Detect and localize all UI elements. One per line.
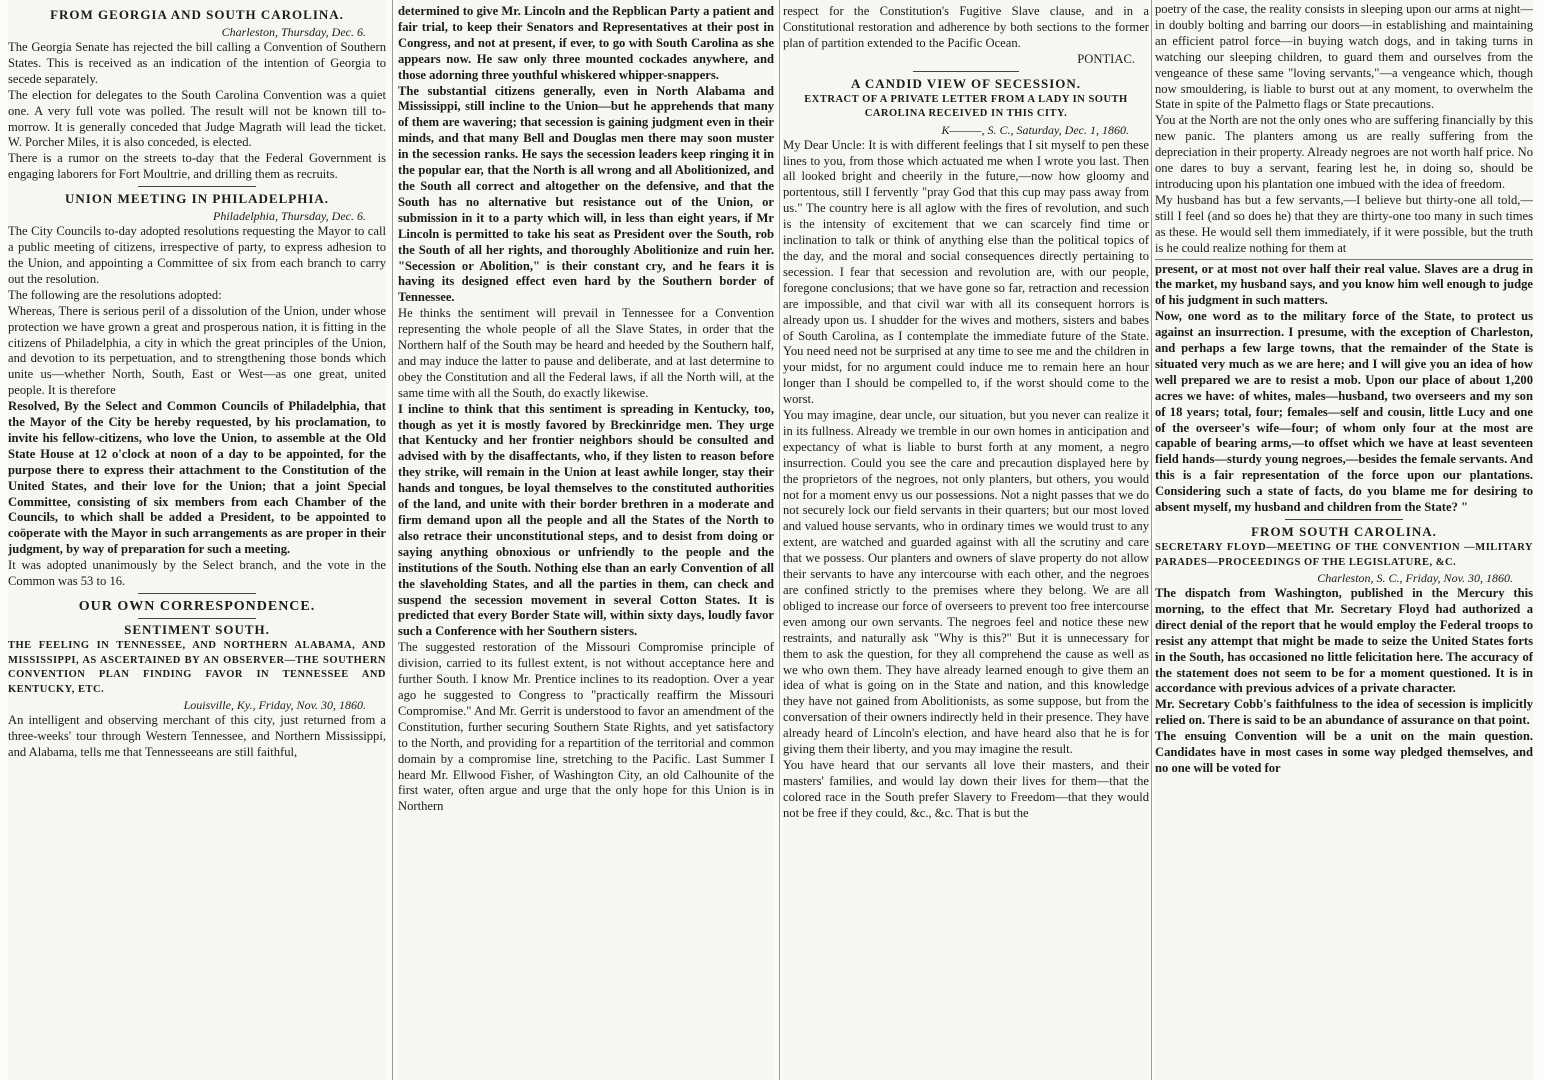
column-divider [392,0,393,1080]
dateline-louisville: Louisville, Ky., Friday, Nov. 30, 1860. [183,698,366,712]
paragraph: Whereas, There is serious peril of a dissolution of the Union, under whose protection we have grown a great and prosperous nation, it is fitting in the citizens of Philadelphia, a city in which the great principles of the Union, and devotion to its perpetuation, and to strengthening those bonds which unite us—whether North, South, East or West—as one great, united people. It is therefore [8,303,386,398]
paragraph: You have heard that our servants all love their masters, and their masters' families, and would lay down their lives for them—that the colored race in the South prefer Slavery to Freedom—that they would not be free if they could, &c., &c. That is but the [783,757,1149,820]
paragraph: He thinks the sentiment will prevail in Tennessee for a Convention representing the whole people of all the Slave States, in order that the Northern half of the South may be heard and heeded by the Southern half, and may induce the latter to pause and deliberate, and at last determine to obey the Constitution and all the Federal laws, if all the North will, at the same time with all the South, do exactly likewise. [398,306,774,400]
column-2 [398,0,774,1080]
headline-union-meeting: UNION MEETING IN PHILADELPHIA. [64,191,330,207]
paragraph: Resolved, By the Select and Common Councils of Philadelphia, that the Mayor of the City be hereby requested, by his proclamation, to invite his fellow-citizens, who love the Union, to assemble at the Old State House at 12 o'clock at noon of a day to be appointed, for the purpose there to express their attachment to the Constitution of the United States, and their love for the Union; that a joint Special Committee, consisting of six members from each Chamber of the Councils, to which shall be added a President, to be appointed to coöperate with the Mayor in such arrangements as are proper in their judgment, by way of preparation for such a meeting. [8,399,386,557]
section-rule [138,186,256,187]
paragraph: It was adopted unanimously by the Select branch, and the vote in the Common was 53 to 16. [8,558,386,589]
clipping-seam [1155,259,1533,260]
paragraph: The ensuing Convention will be a unit on the main question. Candidates have in most cases in some way pledged themselves, and no one will be voted for [1155,729,1533,775]
paragraph: My Dear Uncle: It is with different feelings that I sit myself to pen these lines to you, from those which actuated me when I wrote you last. Then all looked bright and cheerily in the future,—now how gloomy and portentous, still I fervently "pray God that this cup may pass away from us." The country here is all aglow with the fires of revolution, and such is the intensity of excitement that we can scarcely find time or inclination to talk or think of anything else than the political topics of the day, and the moral and social consequences directly pertaining to secession. I fear that secession and revolution are, with our people, foregone conclusions; that we have gone so far, retraction and recession are impossible, and that civil war with all its consequent horrors is already upon us. I shudder for the wives and mothers, sisters and babes of South Carolina, as I contemplate the immediate future of the State. You need need not be surprised at any time to see me and the children in your midst, for no argument could induce me to remain here an hour longer than I should be compelled to, if the worst should come to the worst. [783,137,1149,407]
column-4 [1155,0,1533,1080]
paragraph: poetry of the case, the reality consists in sleeping upon our arms at night—in doubly bolting and barring our doors—in establishing and maintaining an efficient patrol force—in buying watch dogs, and in taking turns in watching our sleeping children, to guard them and ourselves from the vengeance of these same "loving servants,"—a vengeance which, though now smouldering, is liable to burst out at any moment, to overwhelm the State in spite of the Palmetto flags or State precautions. [1155,2,1533,112]
paragraph: present, or at most not over half their real value. Slaves are a drug in the market, my husband says, and you know him well enough to judge of his judgment in such matters. [1155,261,1533,308]
paragraph: My husband has but a few servants,—I believe but thirty-one all told,—still I feel (and so does he) that they are thirty-one too many in such times as these. He would sell them immediately, if it were possible, but the truth is he could realize nothing for them at [1155,192,1533,255]
headline-georgia-south-carolina: FROM GEORGIA AND SOUTH CAROLINA. [50,7,344,22]
dateline-charleston-nov30: Charleston, S. C., Friday, Nov. 30, 1860. [1317,571,1513,585]
dateline-philadelphia: Philadelphia, Thursday, Dec. 6. [213,209,366,224]
section-rule [913,71,1019,72]
paragraph: Mr. Secretary Cobb's faithfulness to the idea of secession is implicitly relied on. There is said to be an abundance of assurance on that point. [1155,697,1533,728]
headline-own-correspondence: OUR OWN CORRESPONDENCE. [78,599,316,614]
subheadline-from-south-carolina: SECRETARY FLOYD—MEETING OF THE CONVENTION —MILITARY PARADES—PROCEEDINGS OF THE LEGISLATURE, &C. [1155,542,1533,568]
paragraph: You at the North are not the only ones who are suffering financially by this new panic. The planters among us are really suffering from the depreciation in their property. Already negroes are not worth half price. No one dares to buy a servant, fearing lest he, in doing so, should be introducing upon his plantation one imbued with the idea of freedom. [1155,113,1533,191]
section-rule [138,618,256,619]
dateline-charleston: Charleston, Thursday, Dec. 6. [221,25,366,39]
section-rule [138,593,256,594]
column-3 [783,0,1149,1080]
paragraph: The substantial citizens generally, even in North Alabama and Mississippi, still incline to the Union—but he apprehends that many of them are wavering; that secession is gaining judgment even in their minds, and that many Bell and Douglas men there may soon muster in the secession ranks. He says the secession leaders keep ringing it in the popular ear, that the North is all wrong and all Abolitionized, and the South all correct and altogether on the defensive, and that the South has no alternative but resistance out of the Union, or submission in it to a party which will, in less than eight years, if Mr Lincoln is permitted to take his seat as President over the South, rob the South of all her rights, and thoroughly Abolitionize and ruin her. "Secession or Abolition," is their constant cry, and he fears it is having its designed effect even hard by the Southern border of Tennessee. [398,83,774,305]
paragraph: An intelligent and observing merchant of this city, just returned from a three-weeks' tour through Western Tennessee, and Northern Mississippi, and Alabama, tells me that Tennesseeans are still faithful, [8,713,386,759]
headline-sentiment-south: SENTIMENT SOUTH. [124,622,270,637]
paragraph: Now, one word as to the military force of the State, to protect us against an insurrection. I presume, with the exception of Charleston, and perhaps a few large towns, that the remainder of the State is situated very much as we are here; and I will give you an idea of how well prepared we are to resist a mob. Upon our place of about 1,200 acres we have: of whites, males—husband, two overseers and my son of 18 years; total, four; females—self and cousin, little Lucy and one of the overseer's wife—four; of whom only four at the most are capable of bearing arms,—to offset which we have at least seventeen field hands—sturdy young negroes,—besides the female servants. And this is a fair representation of the force upon our plantations. Considering such a state of facts, do you blame me for desiring to absent myself, my husband and children from the State? " [1155,309,1533,515]
column-divider [779,0,780,1080]
paragraph: respect for the Constitution's Fugitive Slave clause, and in a Constitutional restoration and adherence by both sections to the former plan of partition extended to the Pacific Ocean. [783,4,1149,50]
paragraph: The City Councils to-day adopted resolutions requesting the Mayor to call a public meeting of citizens, irrespective of party, to express adhesion to the Union, and appointing a Committee of six from each branch to carry out the resolution. [8,224,386,286]
paragraph: The following are the resolutions adopted: [8,287,222,302]
column-1 [8,0,386,1080]
paragraph: The election for delegates to the South Carolina Convention was a quiet one. A very full vote was polled. The result will not be known till to-morrow. It is generally conceded that Judge Magrath will lead the ticket. W. Porcher Miles, it is also conceded, is elected. [8,87,386,150]
dateline-k-sc: K———, S. C., Saturday, Dec. 1, 1860. [941,122,1129,137]
subheadline-candid-view: EXTRACT OF A PRIVATE LETTER FROM A LADY IN SOUTH CAROLINA RECEIVED IN THIS CITY. [804,93,1128,120]
signature-pontiac: PONTIAC. [1077,51,1135,66]
paragraph: The dispatch from Washington, published in the Mercury this morning, to the effect that Mr. Secretary Floyd had authorized a direct denial of the report that he would employ the Federal troops to resist any attempt that might be made to seize the United States forts in the South, has occasioned no little felicitation here. The accuracy of the statement does not seem to be for a moment questioned. It is in accordance with previous advices of a private character. [1155,586,1533,696]
headline-from-south-carolina: FROM SOUTH CAROLINA. [1251,524,1437,539]
paragraph: determined to give Mr. Lincoln and the Repblican Party a patient and fair trial, to keep their Senators and Representatives at their post in Congress, and not at present, if ever, to go with South Carolina as she appears now. He saw only three mounted cockades anywhere, and those adorning three youthful whiskered whipper-snappers. [398,4,774,82]
paragraph: There is a rumor on the streets to-day that the Federal Government is engaging laborers for Fort Moultrie, and drilling them as recruits. [8,151,386,182]
paragraph: You may imagine, dear uncle, our situation, but you never can realize it in its fullness. Already we tremble in our own homes in anticipation and expectancy of what is liable to burst forth at any moment, a negro insurrection. Could you see the care and precaution displayed here by the proprietors of the negroes, not only planters, but others, you would not for a moment envy us our possessions. Not a night passes that we do not securely lock our field servants in their quarters; but our most loved and valued house servants, who in ordinary times we would trust to any extent, are watched and guarded against with all the scrutiny and care that we possess. Our planters and owners of slave property do not allow their servants to have any intercourse with each other, and the negroes are confined strictly to the premises where they belong. We are all obliged to increase our force of overseers to prevent too free intercourse even among our own servants. The negroes feel and notice these new restraints, and naturally ask "Why is this?" But it is unnecessary for them to ask the question, for they all comprehend the cause as well as we who own them. They have already learned enough to give them an idea of what is going on in the State and nation, and this knowledge they have not gained from Abolitionists, as some suppose, but from the conversation of their owners indirectly held in their presence. They have already heard of Lincoln's election, and have heard also that he is for giving them their liberty, and you may imagine the result. [783,408,1149,757]
paragraph: I incline to think that this sentiment is spreading in Kentucky, too, though as yet it is mostly favored by Breckinridge men. They urge that Kentucky and her frontier neighbors should be consulted and advised with by the disaffectants, who, if they listen to reason before they strike, will remain in the Union at least awhile longer, stay their hands and tongues, be loyal themselves to the constituted authorities of the land, and unite with their border brethren in a moderate and firm demand upon all the people and all the States of the North to also retrace their unconstitutional steps, and to desist from doing or saying anything obnoxious or unfriendly to the people and the institutions of the South. Nothing else than an early Convention of all the slaveholding States, and all the parties in them, can check and suspend the secession movement in several Cotton States. It is predicted that every Border State will, within sixty days, loudly favor such a Conference with her Southern sisters. [398,401,774,639]
section-rule [1285,519,1403,520]
subheadline-sentiment-south: THE FEELING IN TENNESSEE, AND NORTHERN ALABAMA, AND MISSISSIPPI, AS ASCERTAINED BY AN OBSERVER—THE SOUTHERN CONVENTION PLAN FINDING FAVOR IN TENNESSEE AND KENTUCKY, ETC. [8,640,386,695]
paragraph: The suggested restoration of the Missouri Compromise principle of division, carried to its fullest extent, is not without acceptance here and further South. I know Mr. Prentice inclines to its readoption. Over a year ago he suggested to Congress to "practically reaffirm the Missouri Compromise." And Mr. Gerrit is understood to favor an amendment of the Constitution, further securing Southern State Rights, and yet satisfactory to the North, and providing for a repartition of the territorial and common domain by a compromise line, stretching to the Pacific. Last Summer I heard Mr. Ellwood Fisher, of Washington City, an old Calhounite of the first water, often argue and urge that the only hope for this Union is in Northern [398,640,774,814]
headline-candid-view: A CANDID VIEW OF SECESSION. [850,75,1082,91]
column-divider [1151,0,1152,1080]
paragraph: The Georgia Senate has rejected the bill calling a Convention of Southern States. This is received as an indication of the intention of Georgia to secede separately. [8,40,386,86]
